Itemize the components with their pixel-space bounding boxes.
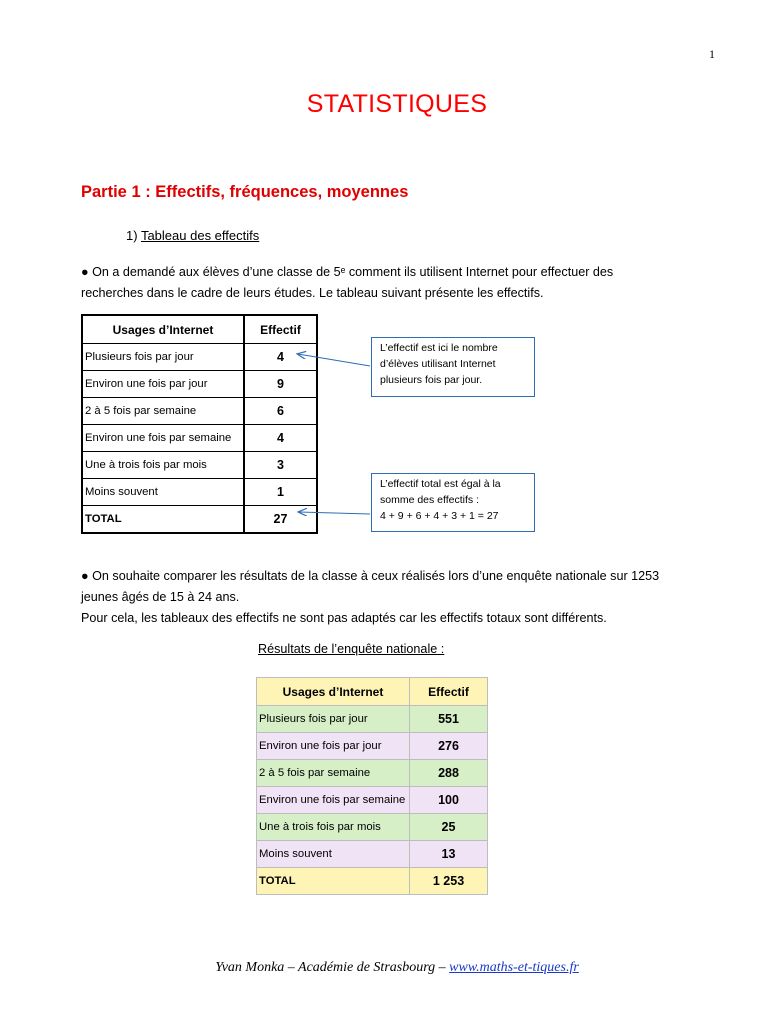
- row-label: Une à trois fois par mois: [257, 814, 410, 841]
- document-title: STATISTIQUES: [306, 90, 488, 118]
- paragraph-line: Pour cela, les tableaux des effectifs ne sont pas adaptés car les effectifs totaux sont différents.: [81, 611, 607, 625]
- row-value: 1: [244, 479, 317, 506]
- footer-text: Yvan Monka – Académie de Strasbourg –: [215, 960, 450, 975]
- table-total-row: [82, 506, 317, 534]
- subsection-title: Tableau des effectifs: [140, 228, 260, 243]
- row-value: 9: [244, 371, 317, 398]
- total-label: TOTAL: [257, 868, 410, 895]
- class-frequency-table: [81, 314, 318, 534]
- row-value: 13: [410, 841, 488, 868]
- intro-paragraph: [81, 262, 721, 304]
- table-row: [257, 787, 488, 814]
- table-header-usage: Usages d’Internet: [257, 678, 410, 706]
- paragraph-line: ● On a demandé aux élèves d’une classe de 5ᵉ comment ils utilisent Internet pour effectuer des: [81, 265, 614, 279]
- row-label: Plusieurs fois par jour: [257, 706, 410, 733]
- table-row: [82, 398, 317, 425]
- callout-line: d’élèves utilisant Internet: [380, 358, 496, 370]
- callout-line: L’effectif est ici le nombre: [380, 342, 498, 354]
- row-value: 551: [410, 706, 488, 733]
- row-label: Environ une fois par semaine: [257, 787, 410, 814]
- row-label: 2 à 5 fois par semaine: [82, 398, 244, 425]
- row-label: Environ une fois par jour: [82, 371, 244, 398]
- row-label: 2 à 5 fois par semaine: [257, 760, 410, 787]
- table-total-row: [257, 868, 488, 895]
- table-row: [82, 425, 317, 452]
- row-label: Moins souvent: [82, 479, 244, 506]
- national-table-caption: Résultats de l’enquête nationale :: [258, 642, 445, 656]
- paragraph-line: ● On souhaite comparer les résultats de la classe à ceux réalisés lors d’une enquête nationale sur 1253: [81, 569, 660, 583]
- table-row: [82, 344, 317, 371]
- table-header-usage: Usages d’Internet: [82, 315, 244, 344]
- row-label: Plusieurs fois par jour: [82, 344, 244, 371]
- section-heading: Partie 1 : Effectifs, fréquences, moyennes: [81, 183, 409, 201]
- table-row: [257, 706, 488, 733]
- row-label: Environ une fois par semaine: [82, 425, 244, 452]
- paragraph-line: jeunes âgés de 15 à 24 ans.: [81, 590, 240, 604]
- total-value: 1 253: [410, 868, 488, 895]
- row-value: 288: [410, 760, 488, 787]
- table-row: [82, 452, 317, 479]
- subsection-number: 1): [126, 228, 138, 243]
- row-value: 4: [244, 344, 317, 371]
- row-value: 6: [244, 398, 317, 425]
- table-row: [257, 760, 488, 787]
- table-row: [82, 479, 317, 506]
- row-value: 25: [410, 814, 488, 841]
- table-row: [82, 371, 317, 398]
- national-frequency-table: [256, 677, 488, 895]
- row-value: 3: [244, 452, 317, 479]
- paragraph-line: recherches dans le cadre de leurs études. Le tableau suivant présente les effectifs.: [81, 286, 544, 300]
- table-row: [257, 814, 488, 841]
- table-row: [257, 841, 488, 868]
- callout-total: [371, 473, 535, 532]
- row-label: Moins souvent: [257, 841, 410, 868]
- row-value: 276: [410, 733, 488, 760]
- row-value: 100: [410, 787, 488, 814]
- total-label: TOTAL: [82, 506, 244, 534]
- callout-line: somme des effectifs :: [380, 494, 480, 506]
- callout-effectif: [371, 337, 535, 397]
- table-header-effectif: Effectif: [244, 315, 317, 344]
- table-header-effectif: Effectif: [410, 678, 488, 706]
- page-number: 1: [709, 47, 715, 61]
- page-footer: [0, 960, 768, 976]
- footer-link[interactable]: www.maths-et-tiques.fr: [449, 960, 579, 975]
- comparison-paragraph: [81, 566, 721, 629]
- total-value: 27: [244, 506, 317, 534]
- callout-line: plusieurs fois par jour.: [380, 374, 483, 386]
- callout-line: 4 + 9 + 6 + 4 + 3 + 1 = 27: [380, 510, 499, 522]
- subsection-heading: [126, 228, 259, 243]
- row-value: 4: [244, 425, 317, 452]
- callout-line: L’effectif total est égal à la: [380, 478, 501, 490]
- row-label: Environ une fois par jour: [257, 733, 410, 760]
- table-row: [257, 733, 488, 760]
- row-label: Une à trois fois par mois: [82, 452, 244, 479]
